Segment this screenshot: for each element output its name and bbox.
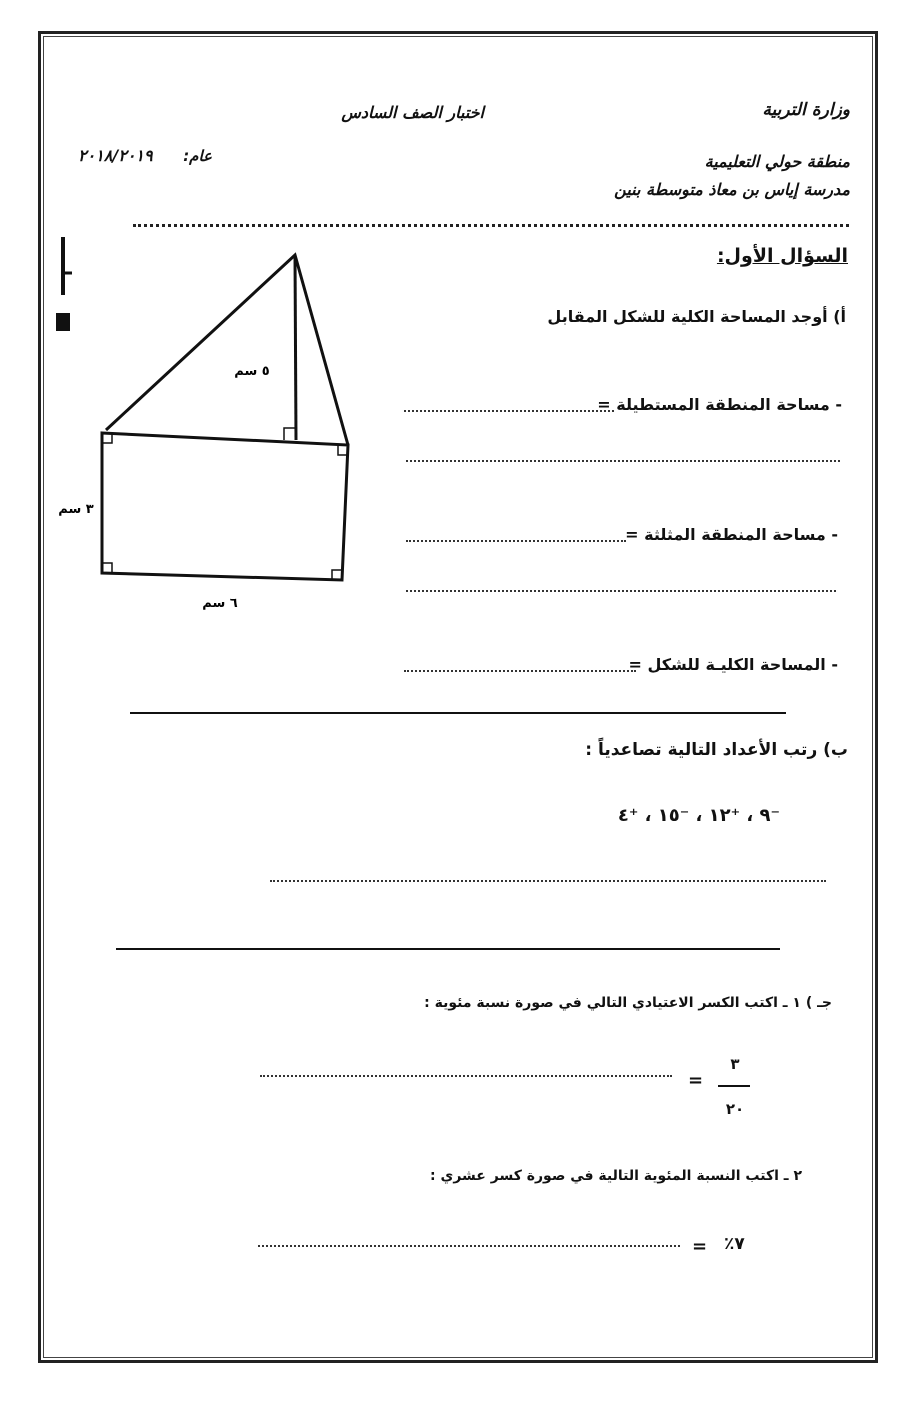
- year-label: عام:: [183, 147, 212, 165]
- base-label: ٦ سم: [202, 596, 238, 611]
- triangle-area-line: - مساحة المنطقة المثلثة =: [625, 525, 838, 544]
- fraction-numerator: ٣: [730, 1055, 740, 1073]
- answer-line-7[interactable]: [260, 1075, 672, 1077]
- answer-line-1[interactable]: [404, 410, 614, 412]
- percent-value: ٧٪: [724, 1234, 745, 1254]
- answer-line-4[interactable]: [406, 590, 836, 592]
- school-label: مدرسة إياس بن معاذ متوسطة بنين: [614, 180, 850, 199]
- question1-title: السؤال الأول:: [716, 245, 848, 267]
- district-label: منطقة حولي التعليمية: [704, 152, 850, 171]
- part-c-prompt-1: جـ ) ١ ـ اكتب الكسر الاعتيادي التالي في صورة نسبة مئوية :: [424, 995, 832, 1011]
- fraction-denominator: ٢٠: [725, 1100, 745, 1118]
- year-value: ٢٠١٨/٢٠١٩: [78, 146, 153, 165]
- exam-title: اختبار الصف السادس: [341, 103, 484, 122]
- part-c-prompt-2: ٢ ـ اكتب النسبة المئوية التالية في صورة كسر عشري :: [430, 1168, 802, 1184]
- ministry-label: وزارة التربية: [762, 100, 850, 120]
- section-divider-2: [116, 948, 780, 950]
- rect-area-line: - مساحة المنطقة المستطيلة =: [597, 395, 842, 414]
- fraction-bar: [718, 1085, 750, 1087]
- part-b-prompt: ب) رتب الأعداد التالية تصاعدياً :: [585, 740, 848, 760]
- composite-shape-figure: [40, 225, 370, 625]
- numbers-list: ⁻٩ ، ⁺١٢ ، ⁻١٥ ، ⁺٤: [617, 805, 780, 826]
- section-divider-1: [130, 712, 786, 714]
- answer-line-8[interactable]: [258, 1245, 680, 1247]
- total-area-line: - المساحة الكليـة للشكل =: [628, 655, 838, 674]
- answer-line-6[interactable]: [270, 880, 826, 882]
- answer-line-3[interactable]: [406, 540, 626, 542]
- side-label: ٣ سم: [58, 502, 94, 517]
- answer-line-5[interactable]: [404, 670, 636, 672]
- height-label: ٥ سم: [234, 364, 270, 379]
- equals-sign-1: =: [688, 1070, 704, 1091]
- part-a-prompt: أ) أوجد المساحة الكلية للشكل المقابل: [547, 307, 846, 326]
- answer-line-2[interactable]: [406, 460, 840, 462]
- equals-sign-2: =: [692, 1236, 708, 1257]
